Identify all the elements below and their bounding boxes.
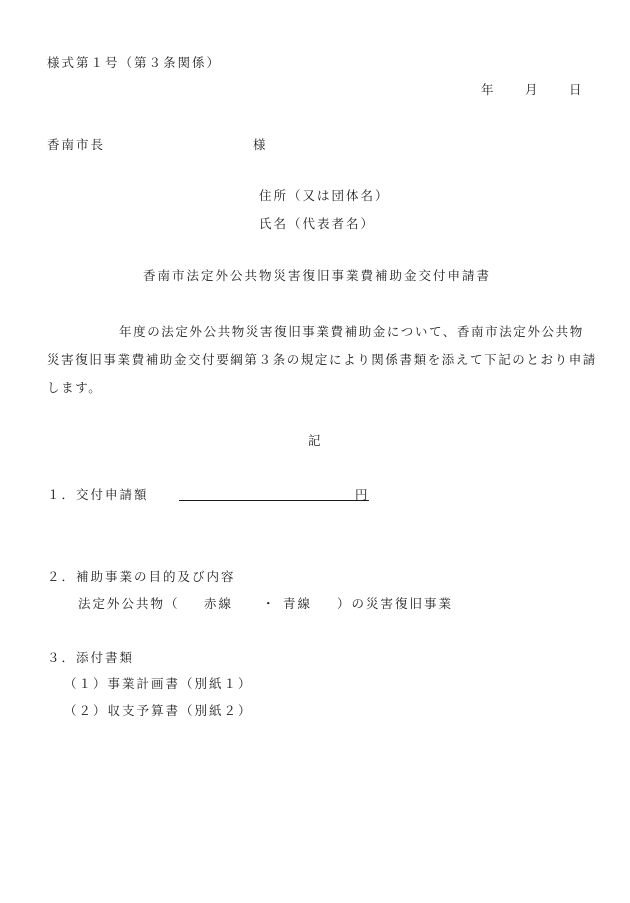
item2-option-red-line: 赤線 xyxy=(204,596,234,611)
addressee-honorific: 様 xyxy=(253,137,268,152)
addressee-name: 香南市長 xyxy=(47,137,106,152)
body-text: 年度の法定外公共物災害復旧事業費補助金について、香南市法定外公共物災害復旧事業費補助金交付要綱第３条の規定により関係書類を添えて下記のとおり申請します。 xyxy=(47,324,597,395)
date-year-label: 年 xyxy=(481,82,496,97)
attachment-item-2: （２）収支予算書（別紙２） xyxy=(64,703,253,718)
body-paragraph xyxy=(47,318,597,402)
applicant-address-label: 住所（又は団体名） xyxy=(259,188,390,203)
amount-blank-line xyxy=(179,500,369,501)
applicant-name-label: 氏名（代表者名） xyxy=(259,216,376,231)
item2-detail-prefix: 法定外公共物（ xyxy=(78,596,180,611)
item2-separator: ・ xyxy=(262,596,277,611)
item2-label: ２．補助事業の目的及び内容 xyxy=(47,569,236,584)
attachment-item-1: （１）事業計画書（別紙１） xyxy=(64,676,253,691)
date-day-label: 日 xyxy=(569,82,584,97)
item3-label: ３．添付書類 xyxy=(47,650,135,665)
item2-detail-suffix: ）の災害復旧事業 xyxy=(337,596,454,611)
form-number: 様式第１号（第３条関係） xyxy=(47,55,222,70)
ki-heading: 記 xyxy=(308,433,323,448)
document-title: 香南市法定外公共物災害復旧事業費補助金交付申請書 xyxy=(143,268,492,283)
item2-option-blue-line: 青線 xyxy=(283,596,313,611)
item1-label: １．交付申請額 xyxy=(47,487,149,502)
amount-unit: 円 xyxy=(355,487,370,502)
date-month-label: 月 xyxy=(525,82,540,97)
